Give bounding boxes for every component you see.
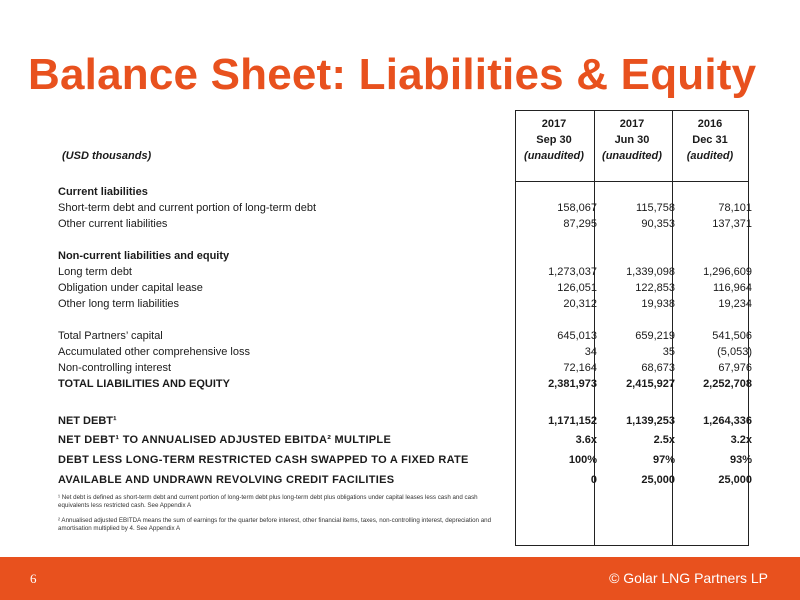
table-row: [58, 360, 758, 376]
cell-value: 1,339,098: [626, 266, 675, 278]
cell-value: 1,296,609: [703, 266, 752, 278]
column-header-3: [671, 116, 749, 164]
cell-value: 3.6x: [575, 434, 597, 446]
row-label: Accumulated other comprehensive loss: [58, 346, 250, 358]
page-number: 6: [30, 571, 37, 586]
cell-value: 2,381,973: [548, 378, 597, 390]
cell-value: 2,415,927: [626, 378, 675, 390]
cell-value: 72,164: [563, 362, 597, 374]
column-date: Sep 30: [536, 134, 572, 146]
column-date: Dec 31: [692, 134, 728, 146]
column-year: 2017: [541, 118, 567, 130]
cell-value: 78,101: [718, 202, 752, 214]
cell-value: 87,295: [563, 218, 597, 230]
table-row: [58, 280, 758, 296]
units-label: (USD thousands): [62, 150, 152, 162]
table-row: [58, 216, 758, 232]
cell-value: 1,171,152: [548, 415, 597, 427]
row-label: Short-term debt and current portion of long-term debt: [58, 202, 317, 214]
table-row: [58, 200, 758, 216]
cell-value: 100%: [568, 454, 597, 466]
cell-value: 126,051: [557, 282, 597, 294]
cell-value: 0: [590, 474, 597, 486]
cell-value: 659,219: [635, 330, 675, 342]
cell-value: 116,964: [713, 282, 752, 294]
footer-bar: [0, 557, 800, 600]
table-row: [58, 413, 758, 429]
cell-value: 2,252,708: [703, 378, 752, 390]
cell-value: 25,000: [641, 474, 675, 486]
cell-value: 122,853: [635, 282, 675, 294]
cell-value: 158,067: [557, 202, 597, 214]
table-row: [58, 472, 758, 488]
row-label: Total Partners’ capital: [58, 330, 163, 342]
column-year: 2017: [619, 118, 645, 130]
cell-value: 645,013: [557, 330, 597, 342]
cell-value: 93%: [729, 454, 752, 466]
cell-value: 67,976: [718, 362, 752, 374]
column-year: 2016: [697, 118, 723, 130]
header-divider: [516, 181, 748, 182]
row-label: NET DEBT¹ TO ANNUALISED ADJUSTED EBITDA² MULTIPLE: [58, 434, 392, 446]
footnote-1: ¹ Net debt is defined as short-term debt and current portion of long-term debt plus long-term debt plus obligations under capital leases less cash and cash equivalents less restricted cash. See Appendix A: [58, 494, 478, 509]
cell-value: 97%: [652, 454, 675, 466]
table-row: [58, 432, 758, 448]
cell-value: 541,506: [712, 330, 752, 342]
column-status: (audited): [686, 150, 734, 162]
cell-value: 19,938: [641, 298, 675, 310]
cell-value: 25,000: [718, 474, 752, 486]
cell-value: 35: [662, 346, 675, 358]
row-label: Long term debt: [58, 266, 132, 278]
row-label: Obligation under capital lease: [58, 282, 203, 294]
table-row: [58, 344, 758, 360]
cell-value: 1,273,037: [548, 266, 597, 278]
copyright-text: © Golar LNG Partners LP: [609, 570, 768, 586]
cell-value: 90,353: [641, 218, 675, 230]
table-row: [58, 248, 758, 264]
cell-value: 34: [584, 346, 597, 358]
row-label: Other current liabilities: [58, 218, 168, 230]
row-label: NET DEBT¹: [58, 415, 117, 427]
cell-value: (5,053): [717, 346, 752, 358]
row-label: Current liabilities: [58, 186, 148, 198]
table-row: [58, 328, 758, 344]
cell-value: 20,312: [563, 298, 597, 310]
cell-value: 3.2x: [730, 434, 752, 446]
row-label: Non-current liabilities and equity: [58, 250, 230, 262]
cell-value: 1,139,253: [626, 415, 675, 427]
column-header-2: [593, 116, 671, 164]
cell-value: 19,234: [718, 298, 752, 310]
column-header-1: [515, 116, 593, 164]
row-label: Non-controlling interest: [58, 362, 172, 374]
cell-value: 1,264,336: [703, 415, 752, 427]
table-row: [58, 296, 758, 312]
cell-value: 137,371: [712, 218, 752, 230]
table-row: [58, 452, 758, 468]
table-row: [58, 184, 758, 200]
column-status: (unaudited): [524, 150, 584, 162]
table-row: [58, 376, 758, 392]
table-row: [58, 264, 758, 280]
row-label: AVAILABLE AND UNDRAWN REVOLVING CREDIT FACILITIES: [58, 474, 395, 486]
column-status: (unaudited): [602, 150, 662, 162]
cell-value: 68,673: [641, 362, 675, 374]
cell-value: 115,758: [636, 202, 675, 214]
row-label: Other long term liabilities: [58, 298, 180, 310]
column-date: Jun 30: [614, 134, 650, 146]
page-title: Balance Sheet: Liabilities & Equity: [28, 50, 757, 99]
row-label: TOTAL LIABILITIES AND EQUITY: [58, 378, 230, 390]
footnote-2: ² Annualised adjusted EBITDA means the sum of earnings for the quarter before interest, other financial items, taxes, non-controlling interest, depreciation and amortisation multiplied by 4. See Appendix A: [58, 517, 492, 532]
cell-value: 2.5x: [653, 434, 675, 446]
row-label: DEBT LESS LONG-TERM RESTRICTED CASH SWAPPED TO A FIXED RATE: [58, 454, 469, 466]
